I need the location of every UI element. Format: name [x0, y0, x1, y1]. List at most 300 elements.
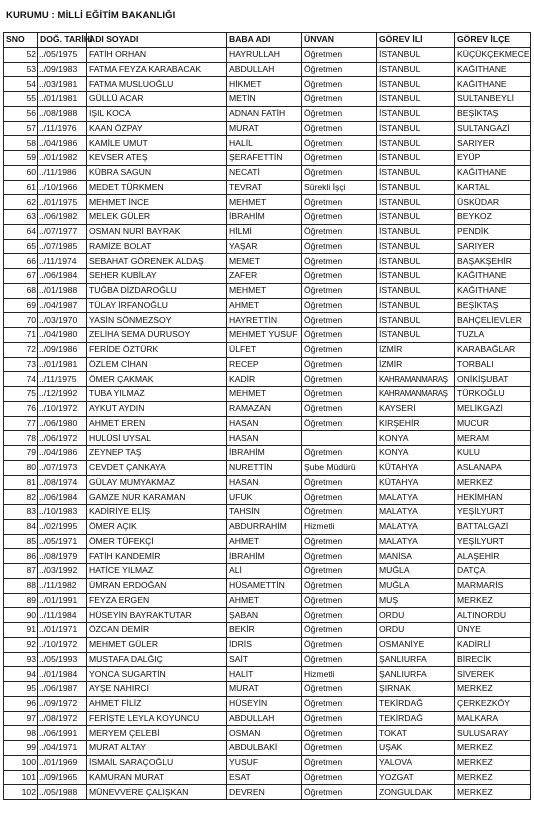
table-row [4, 755, 531, 770]
table-row [4, 357, 531, 372]
full-name-cell: FATİH ORHAN [87, 47, 227, 62]
full-name-cell: MÜNEVVERE ÇALIŞKAN [87, 785, 227, 800]
birth-date-cell: ../09/1972 [38, 696, 87, 711]
district-cell: KAĞITHANE [455, 283, 531, 298]
sno-cell: 67 [4, 269, 38, 284]
sno-cell: 77 [4, 416, 38, 431]
sno-cell: 74 [4, 372, 38, 387]
title-cell: Öğretmen [302, 357, 377, 372]
sno-cell: 56 [4, 106, 38, 121]
district-cell: MARMARİS [455, 578, 531, 593]
full-name-cell: ZELİHA SEMA DURUSOY [87, 328, 227, 343]
father-name-cell: NURETTİN [227, 460, 302, 475]
birth-date-cell: ../04/1980 [38, 328, 87, 343]
full-name-cell: TUBA YILMAZ [87, 387, 227, 402]
full-name-cell: KAAN ÖZPAY [87, 121, 227, 136]
birth-date-cell: ../12/1992 [38, 387, 87, 402]
birth-date-cell: ../03/1970 [38, 313, 87, 328]
table-row [4, 460, 531, 475]
table-row [4, 106, 531, 121]
district-cell: MELİKGAZİ [455, 401, 531, 416]
province-cell: MUĞLA [377, 578, 455, 593]
birth-date-cell: ../09/1965 [38, 770, 87, 785]
province-cell: İSTANBUL [377, 269, 455, 284]
sno-cell: 58 [4, 136, 38, 151]
birth-date-cell: ../01/1981 [38, 357, 87, 372]
table-row [4, 416, 531, 431]
province-cell: İSTANBUL [377, 224, 455, 239]
birth-date-cell: ../09/1983 [38, 62, 87, 77]
district-cell: MERKEZ [455, 475, 531, 490]
title-cell: Öğretmen [302, 534, 377, 549]
father-name-cell: SAİT [227, 652, 302, 667]
father-name-cell: ŞABAN [227, 608, 302, 623]
title-cell: Öğretmen [302, 726, 377, 741]
title-cell: Öğretmen [302, 92, 377, 107]
birth-date-cell: ../11/1986 [38, 165, 87, 180]
father-name-cell: ESAT [227, 770, 302, 785]
father-name-cell: MURAT [227, 121, 302, 136]
father-name-cell: YAŞAR [227, 239, 302, 254]
province-cell: YOZGAT [377, 770, 455, 785]
table-row [4, 667, 531, 682]
province-cell: İSTANBUL [377, 136, 455, 151]
title-cell: Hizmetli [302, 667, 377, 682]
title-cell: Öğretmen [302, 62, 377, 77]
province-cell: İSTANBUL [377, 239, 455, 254]
district-cell: MERKEZ [455, 682, 531, 697]
full-name-cell: KADİRİYE ELİŞ [87, 505, 227, 520]
district-cell: TÜRKOĞLU [455, 387, 531, 402]
full-name-cell: MURAT ALTAY [87, 741, 227, 756]
district-cell: MERKEZ [455, 741, 531, 756]
title-cell: Öğretmen [302, 77, 377, 92]
birth-date-cell: ../11/1974 [38, 254, 87, 269]
district-cell: TORBALI [455, 357, 531, 372]
table-row [4, 210, 531, 225]
province-cell: KAHRAMANMARAŞ [377, 372, 455, 387]
province-cell: KÜTAHYA [377, 460, 455, 475]
province-cell: İSTANBUL [377, 328, 455, 343]
full-name-cell: RAMİZE BOLAT [87, 239, 227, 254]
table-row [4, 180, 531, 195]
father-name-cell: YUSUF [227, 755, 302, 770]
full-name-cell: AYŞE NAHIRCI [87, 682, 227, 697]
district-cell: BATTALGAZİ [455, 519, 531, 534]
district-cell: MALKARA [455, 711, 531, 726]
sno-cell: 71 [4, 328, 38, 343]
full-name-cell: ÖMER TÜFEKÇİ [87, 534, 227, 549]
title-cell: Öğretmen [302, 328, 377, 343]
province-cell: MALATYA [377, 490, 455, 505]
father-name-cell: MURAT [227, 682, 302, 697]
district-cell: MERKEZ [455, 770, 531, 785]
district-cell: MERKEZ [455, 593, 531, 608]
father-name-cell: ALİ [227, 564, 302, 579]
title-cell: Öğretmen [302, 342, 377, 357]
birth-date-cell: ../11/1984 [38, 608, 87, 623]
province-cell: KAHRAMANMARAŞ [377, 387, 455, 402]
title-cell: Öğretmen [302, 623, 377, 638]
father-name-cell: MEHMET [227, 387, 302, 402]
birth-date-cell: ../04/1986 [38, 136, 87, 151]
title-cell: Öğretmen [302, 696, 377, 711]
table-row [4, 298, 531, 313]
sno-cell: 92 [4, 637, 38, 652]
title-cell: Öğretmen [302, 372, 377, 387]
district-cell: MERAM [455, 431, 531, 446]
table-row [4, 534, 531, 549]
table-row [4, 446, 531, 461]
full-name-cell: MEHMET GÜLER [87, 637, 227, 652]
table-row [4, 505, 531, 520]
district-cell: BAHÇELİEVLER [455, 313, 531, 328]
full-name-cell: KAMURAN MURAT [87, 770, 227, 785]
table-row [4, 342, 531, 357]
sno-cell: 57 [4, 121, 38, 136]
full-name-cell: İSMAİL SARAÇOĞLU [87, 755, 227, 770]
father-name-cell: RECEP [227, 357, 302, 372]
sno-cell: 62 [4, 195, 38, 210]
birth-date-cell: ../01/1988 [38, 283, 87, 298]
full-name-cell: ZEYNEP TAŞ [87, 446, 227, 461]
father-name-cell: TAHSİN [227, 505, 302, 520]
birth-date-cell: ../06/1972 [38, 431, 87, 446]
title-cell: Öğretmen [302, 593, 377, 608]
district-cell: KAĞITHANE [455, 77, 531, 92]
title-cell: Öğretmen [302, 151, 377, 166]
full-name-cell: CEVDET ÇANKAYA [87, 460, 227, 475]
table-row [4, 549, 531, 564]
father-name-cell: ADNAN FATİH [227, 106, 302, 121]
father-name-cell: BEKİR [227, 623, 302, 638]
province-cell: İZMİR [377, 342, 455, 357]
father-name-cell: HİLMİ [227, 224, 302, 239]
district-cell: YEŞİLYURT [455, 534, 531, 549]
father-name-cell: AHMET [227, 298, 302, 313]
birth-date-cell: ../01/1971 [38, 623, 87, 638]
district-cell: KAĞITHANE [455, 165, 531, 180]
district-cell: KÜÇÜKÇEKMECE [455, 47, 531, 62]
full-name-cell: HULÜSİ UYSAL [87, 431, 227, 446]
full-name-cell: TUĞBA DİZDAROĞLU [87, 283, 227, 298]
sno-cell: 98 [4, 726, 38, 741]
birth-date-cell: ../01/1981 [38, 92, 87, 107]
province-cell: İSTANBUL [377, 62, 455, 77]
province-cell: ORDU [377, 608, 455, 623]
province-cell: İSTANBUL [377, 195, 455, 210]
table-row [4, 578, 531, 593]
full-name-cell: TÜLAY İRFANOĞLU [87, 298, 227, 313]
father-name-cell: MEHMET YUSUF [227, 328, 302, 343]
province-cell: İSTANBUL [377, 106, 455, 121]
title-cell: Öğretmen [302, 608, 377, 623]
full-name-cell: MUSTAFA DALĞIÇ [87, 652, 227, 667]
father-name-cell: HAYRULLAH [227, 47, 302, 62]
province-cell: İSTANBUL [377, 180, 455, 195]
father-name-cell: TEVRAT [227, 180, 302, 195]
birth-date-cell: ../08/1979 [38, 549, 87, 564]
father-name-cell: HÜSEYİN [227, 696, 302, 711]
title-cell: Öğretmen [302, 505, 377, 520]
title-cell: Öğretmen [302, 549, 377, 564]
birth-date-cell: ../08/1972 [38, 711, 87, 726]
title-cell: Öğretmen [302, 136, 377, 151]
sno-cell: 99 [4, 741, 38, 756]
full-name-cell: FATİH KANDEMİR [87, 549, 227, 564]
header-birth-date: DOĞ. TARİHİ [38, 33, 87, 48]
province-cell: İSTANBUL [377, 121, 455, 136]
header-title: ÜNVAN [302, 33, 377, 48]
birth-date-cell: ../10/1966 [38, 180, 87, 195]
full-name-cell: FERİDE ÖZTÜRK [87, 342, 227, 357]
table-row [4, 431, 531, 446]
full-name-cell: ÖZCAN DEMİR [87, 623, 227, 638]
province-cell: MUĞLA [377, 564, 455, 579]
birth-date-cell: ../02/1995 [38, 519, 87, 534]
title-cell: Öğretmen [302, 637, 377, 652]
father-name-cell: ABDURRAHİM [227, 519, 302, 534]
table-row [4, 47, 531, 62]
title-cell: Öğretmen [302, 283, 377, 298]
sno-cell: 70 [4, 313, 38, 328]
father-name-cell: ABDULLAH [227, 62, 302, 77]
table-row [4, 269, 531, 284]
province-cell: TEKİRDAĞ [377, 711, 455, 726]
sno-cell: 73 [4, 357, 38, 372]
district-cell: EYÜP [455, 151, 531, 166]
province-cell: YALOVA [377, 755, 455, 770]
full-name-cell: AHMET FİLİZ [87, 696, 227, 711]
table-row [4, 328, 531, 343]
full-name-cell: AYKUT AYDIN [87, 401, 227, 416]
district-cell: KADİRLİ [455, 637, 531, 652]
birth-date-cell: ../04/1986 [38, 446, 87, 461]
district-cell: MERKEZ [455, 785, 531, 800]
province-cell: ŞANLIURFA [377, 667, 455, 682]
sno-cell: 93 [4, 652, 38, 667]
table-row [4, 637, 531, 652]
table-row [4, 652, 531, 667]
title-cell: Öğretmen [302, 210, 377, 225]
header-province: GÖREV İLİ [377, 33, 455, 48]
father-name-cell: ÜLFET [227, 342, 302, 357]
full-name-cell: IŞIL KOCA [87, 106, 227, 121]
sno-cell: 89 [4, 593, 38, 608]
full-name-cell: HÜSEYİN BAYRAKTUTAR [87, 608, 227, 623]
father-name-cell: AHMET [227, 534, 302, 549]
district-cell: MUCUR [455, 416, 531, 431]
birth-date-cell: ../05/1971 [38, 534, 87, 549]
title-cell: Öğretmen [302, 755, 377, 770]
district-cell: ONİKİŞUBAT [455, 372, 531, 387]
table-row [4, 151, 531, 166]
father-name-cell: KADİR [227, 372, 302, 387]
district-cell: MERKEZ [455, 755, 531, 770]
district-cell: SULTANBEYLİ [455, 92, 531, 107]
birth-date-cell: ../08/1988 [38, 106, 87, 121]
district-cell: SULUSARAY [455, 726, 531, 741]
province-cell: İSTANBUL [377, 151, 455, 166]
title-cell: Öğretmen [302, 446, 377, 461]
father-name-cell: AHMET [227, 593, 302, 608]
title-cell: Şube Müdürü [302, 460, 377, 475]
full-name-cell: ÖMER AÇIK [87, 519, 227, 534]
title-cell: Öğretmen [302, 475, 377, 490]
sno-cell: 63 [4, 210, 38, 225]
table-row [4, 224, 531, 239]
title-cell: Öğretmen [302, 121, 377, 136]
sno-cell: 96 [4, 696, 38, 711]
father-name-cell: METİN [227, 92, 302, 107]
father-name-cell: HÜSAMETTİN [227, 578, 302, 593]
full-name-cell: HATİCE YILMAZ [87, 564, 227, 579]
full-name-cell: YONCA SUGARTİN [87, 667, 227, 682]
province-cell: İSTANBUL [377, 77, 455, 92]
district-cell: YEŞİLYURT [455, 505, 531, 520]
district-cell: ÜNYE [455, 623, 531, 638]
full-name-cell: FATMA MUSLUOĞLU [87, 77, 227, 92]
father-name-cell: İBRAHİM [227, 446, 302, 461]
birth-date-cell: ../07/1977 [38, 224, 87, 239]
title-cell: Öğretmen [302, 564, 377, 579]
full-name-cell: FATMA FEYZA KARABACAK [87, 62, 227, 77]
province-cell: İZMİR [377, 357, 455, 372]
title-cell: Öğretmen [302, 401, 377, 416]
district-cell: ÇERKEZKÖY [455, 696, 531, 711]
birth-date-cell: ../10/1983 [38, 505, 87, 520]
sno-cell: 102 [4, 785, 38, 800]
title-cell: Öğretmen [302, 47, 377, 62]
district-cell: BİRECİK [455, 652, 531, 667]
province-cell: TEKİRDAĞ [377, 696, 455, 711]
province-cell: İSTANBUL [377, 283, 455, 298]
province-cell: MANİSA [377, 549, 455, 564]
birth-date-cell: ../07/1973 [38, 460, 87, 475]
birth-date-cell: ../04/1987 [38, 298, 87, 313]
sno-cell: 75 [4, 387, 38, 402]
sno-cell: 78 [4, 431, 38, 446]
father-name-cell: İBRAHİM [227, 210, 302, 225]
title-cell: Öğretmen [302, 682, 377, 697]
sno-cell: 54 [4, 77, 38, 92]
birth-date-cell: ../06/1980 [38, 416, 87, 431]
table-row [4, 165, 531, 180]
table-row [4, 490, 531, 505]
province-cell: MALATYA [377, 519, 455, 534]
table-row [4, 519, 531, 534]
full-name-cell: GAMZE NUR KARAMAN [87, 490, 227, 505]
full-name-cell: MEHMET İNCE [87, 195, 227, 210]
province-cell: MALATYA [377, 505, 455, 520]
title-cell: Öğretmen [302, 416, 377, 431]
province-cell: ZONGULDAK [377, 785, 455, 800]
full-name-cell: GÜLAY MUMYAKMAZ [87, 475, 227, 490]
district-cell: SARIYER [455, 136, 531, 151]
table-row [4, 475, 531, 490]
title-cell: Öğretmen [302, 387, 377, 402]
table-row [4, 77, 531, 92]
title-cell: Öğretmen [302, 165, 377, 180]
table-row [4, 696, 531, 711]
district-cell: KARTAL [455, 180, 531, 195]
birth-date-cell: ../01/1991 [38, 593, 87, 608]
title-cell: Öğretmen [302, 785, 377, 800]
father-name-cell: HAYRETTİN [227, 313, 302, 328]
table-row [4, 62, 531, 77]
full-name-cell: ÖMER ÇAKMAK [87, 372, 227, 387]
birth-date-cell: ../05/1975 [38, 47, 87, 62]
title-cell: Öğretmen [302, 298, 377, 313]
province-cell: ŞIRNAK [377, 682, 455, 697]
district-cell: DATÇA [455, 564, 531, 579]
table-row [4, 726, 531, 741]
birth-date-cell: ../01/1975 [38, 195, 87, 210]
province-cell: OSMANİYE [377, 637, 455, 652]
sno-cell: 85 [4, 534, 38, 549]
district-cell: KAĞITHANE [455, 269, 531, 284]
sno-cell: 64 [4, 224, 38, 239]
birth-date-cell: ../09/1986 [38, 342, 87, 357]
sno-cell: 52 [4, 47, 38, 62]
table-row [4, 254, 531, 269]
sno-cell: 101 [4, 770, 38, 785]
full-name-cell: MERYEM ÇELEBİ [87, 726, 227, 741]
table-row [4, 372, 531, 387]
table-row [4, 136, 531, 151]
province-cell: İSTANBUL [377, 313, 455, 328]
birth-date-cell: ../01/1969 [38, 755, 87, 770]
sno-cell: 97 [4, 711, 38, 726]
birth-date-cell: ../03/1992 [38, 564, 87, 579]
title-cell: Öğretmen [302, 269, 377, 284]
birth-date-cell: ../06/1987 [38, 682, 87, 697]
sno-cell: 61 [4, 180, 38, 195]
table-row [4, 283, 531, 298]
district-cell: ÜSKÜDAR [455, 195, 531, 210]
district-cell: TUZLA [455, 328, 531, 343]
table-row [4, 608, 531, 623]
father-name-cell: MEHMET [227, 195, 302, 210]
table-row [4, 401, 531, 416]
sno-cell: 55 [4, 92, 38, 107]
father-name-cell: HALİL [227, 136, 302, 151]
sno-cell: 95 [4, 682, 38, 697]
header-full-name: ADI SOYADI [87, 33, 227, 48]
district-cell: KULU [455, 446, 531, 461]
header-district: GÖREV İLÇE [455, 33, 531, 48]
sno-cell: 72 [4, 342, 38, 357]
birth-date-cell: ../06/1984 [38, 490, 87, 505]
sno-cell: 69 [4, 298, 38, 313]
province-cell: İSTANBUL [377, 92, 455, 107]
title-cell: Öğretmen [302, 195, 377, 210]
full-name-cell: ÖZLEM CİHAN [87, 357, 227, 372]
full-name-cell: OSMAN NURİ BAYRAK [87, 224, 227, 239]
father-name-cell: HALİT [227, 667, 302, 682]
full-name-cell: ÜMRAN ERDOĞAN [87, 578, 227, 593]
sno-cell: 60 [4, 165, 38, 180]
table-row [4, 770, 531, 785]
sno-cell: 90 [4, 608, 38, 623]
full-name-cell: MELEK GÜLER [87, 210, 227, 225]
district-cell: KARABAĞLAR [455, 342, 531, 357]
district-cell: PENDİK [455, 224, 531, 239]
full-name-cell: GÜLLÜ ACAR [87, 92, 227, 107]
district-cell: ALTINORDU [455, 608, 531, 623]
title-cell: Öğretmen [302, 224, 377, 239]
birth-date-cell: ../03/1981 [38, 77, 87, 92]
